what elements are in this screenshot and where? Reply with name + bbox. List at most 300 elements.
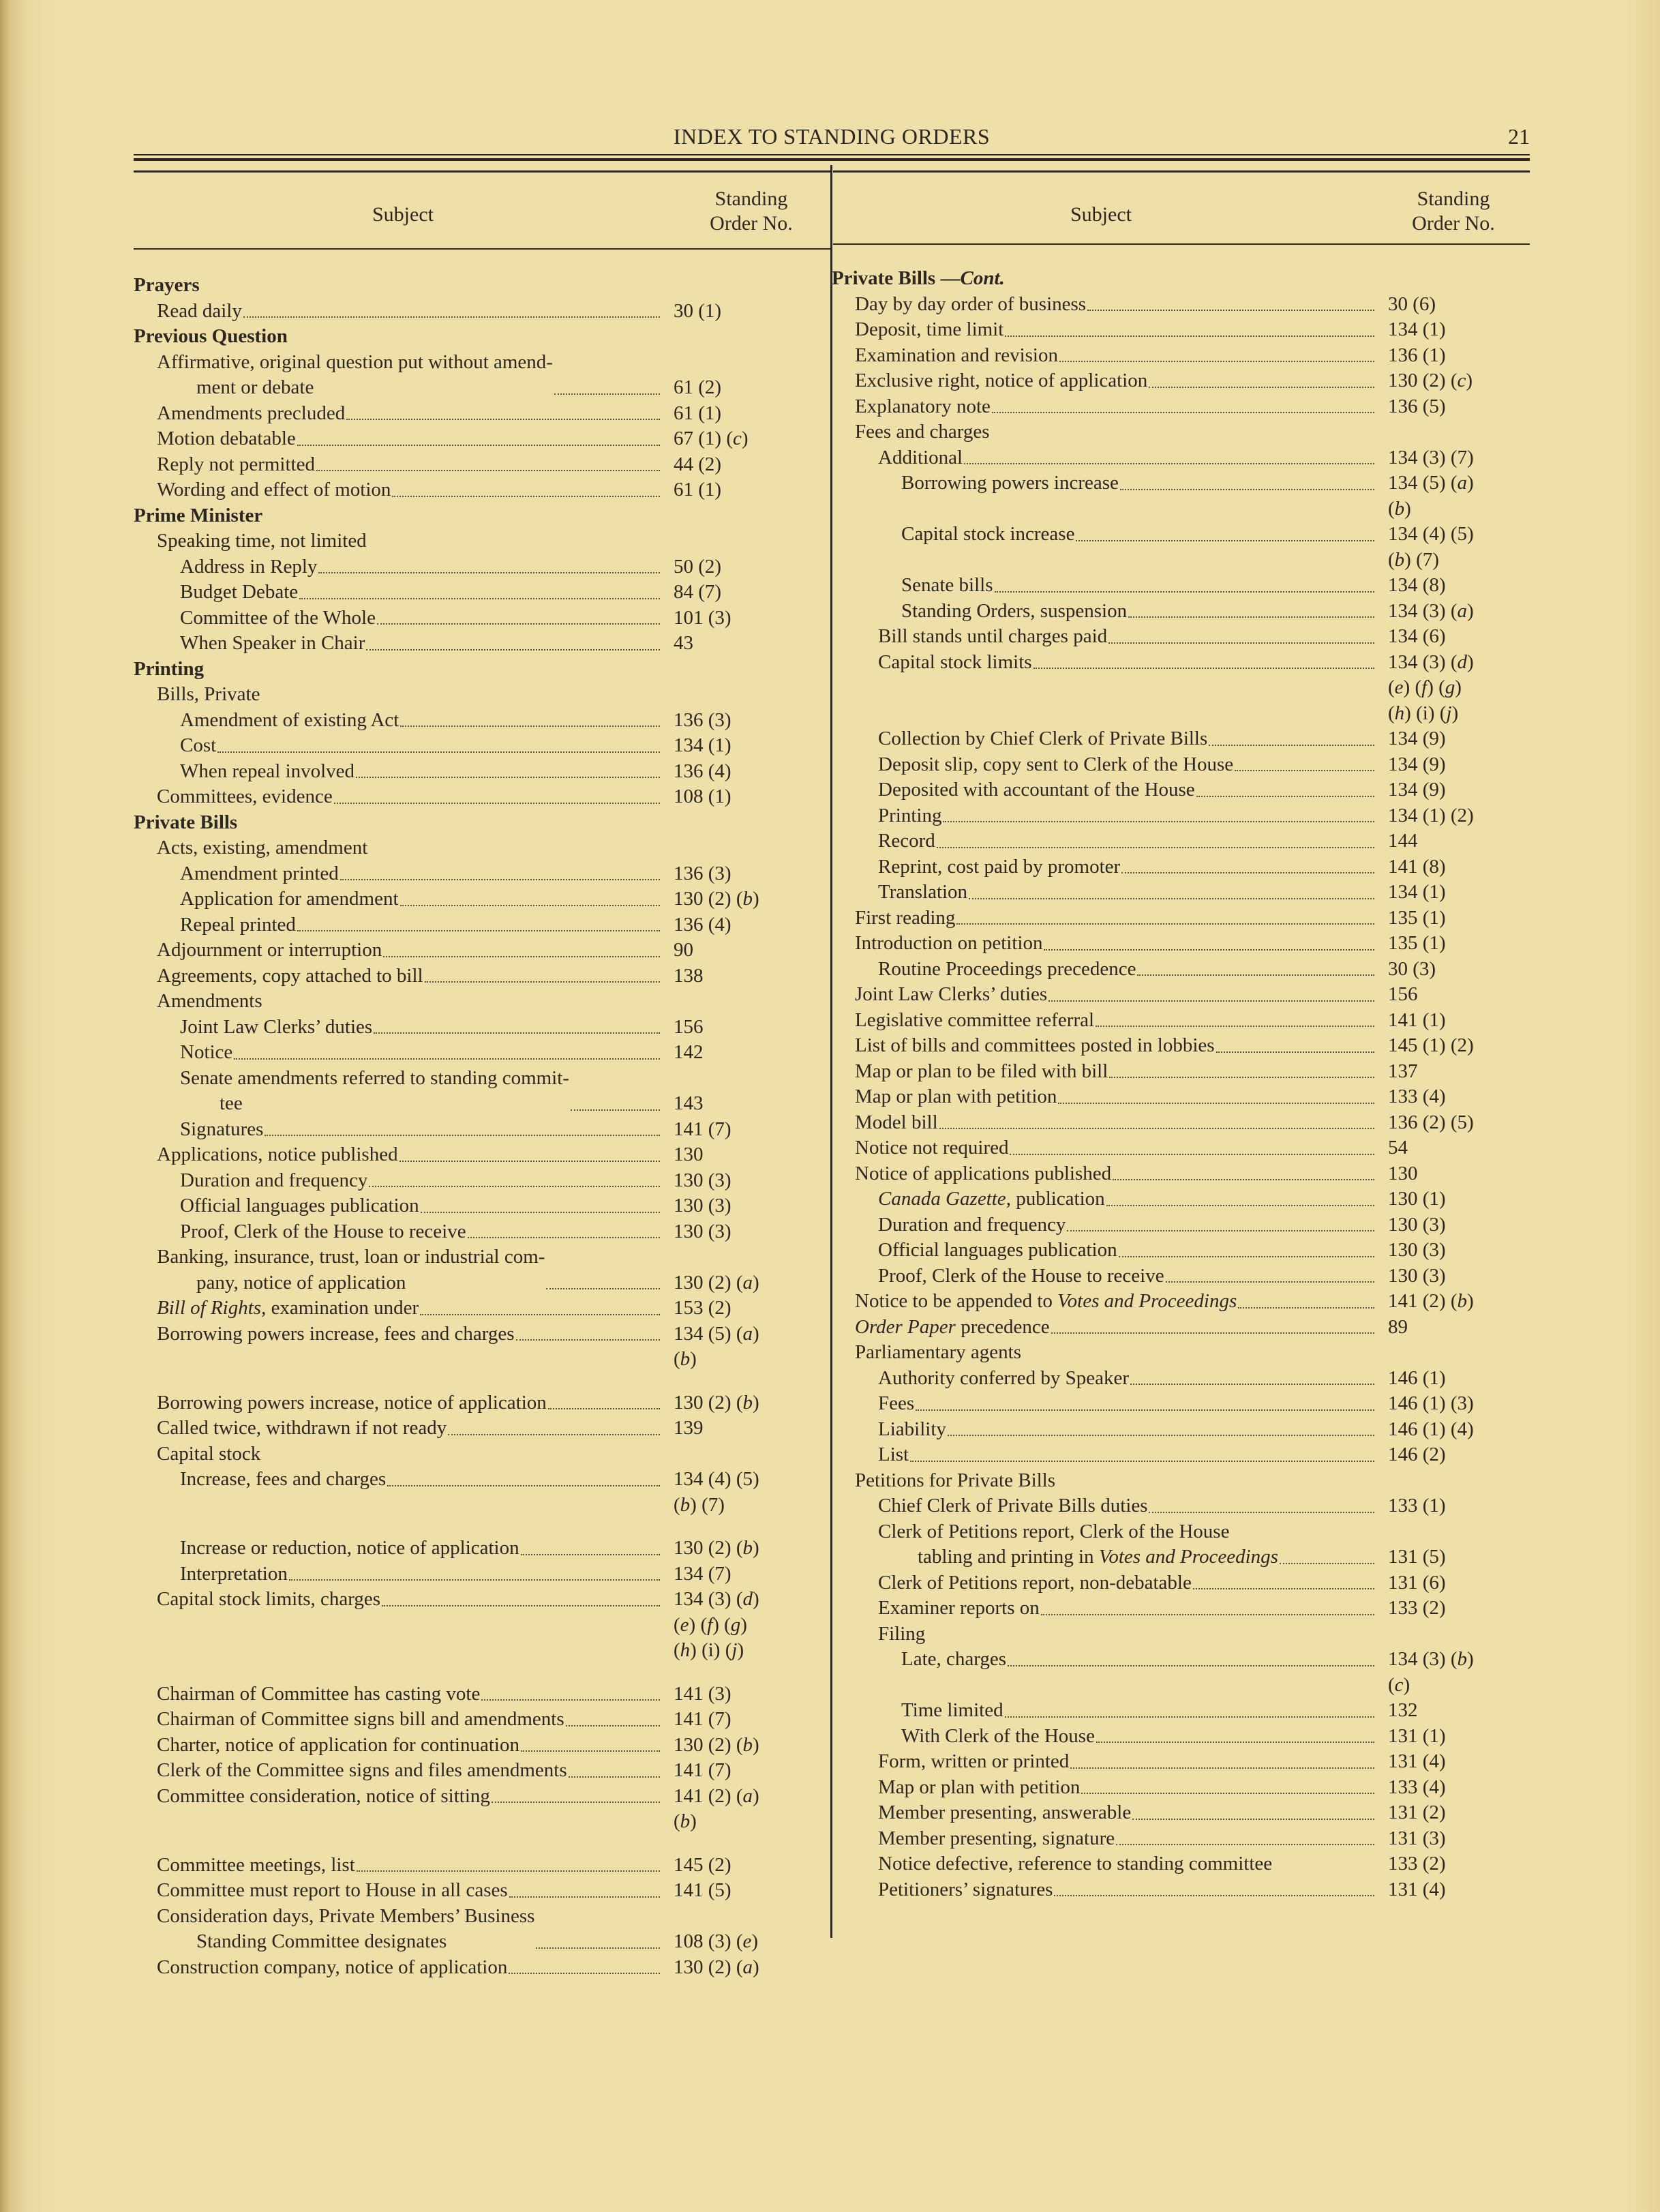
- entry-text: [180, 554, 317, 580]
- dot-leader: [916, 1409, 1374, 1411]
- standing-order-number: 131 (2): [1388, 1802, 1446, 1823]
- index-entry: [134, 733, 830, 759]
- entry-text-line: Committee meetings, list: [157, 1853, 355, 1876]
- entry-text-line: Senate amendments referred to standing commit-: [180, 1066, 569, 1089]
- entry-text-line: Joint Law Clerks’ duties: [855, 983, 1048, 1005]
- entry-subject: [134, 1244, 663, 1296]
- entry-spacer: [134, 1664, 830, 1682]
- entry-text: [901, 1647, 1006, 1673]
- entry-text-line: Prayers: [134, 274, 200, 296]
- entry-subject: [134, 1219, 663, 1245]
- standing-order-number: 141 (2) (a) (b): [674, 1784, 759, 1832]
- dot-leader: [377, 623, 660, 625]
- entry-text: [855, 1340, 1021, 1366]
- dot-leader: [1130, 1384, 1374, 1385]
- dot-leader: [536, 1947, 660, 1949]
- standing-order-number: 156: [1388, 983, 1418, 1005]
- entry-text: [157, 1707, 564, 1733]
- entry-text-line: Deposit slip, copy sent to Clerk of the House: [878, 753, 1234, 775]
- entry-text-line: Chairman of Committee signs bill and amendments: [157, 1708, 564, 1730]
- standing-order-number: 134 (1): [1388, 881, 1446, 903]
- entry-text: [901, 1698, 1003, 1724]
- dot-leader: [1096, 1742, 1374, 1743]
- entry-subject: [832, 1724, 1377, 1750]
- index-entry: [134, 1707, 830, 1733]
- standing-order-number: 134 (1): [1388, 318, 1446, 340]
- entry-text: [180, 1219, 466, 1245]
- standing-order-number: 136 (1): [1388, 344, 1446, 366]
- entry-subject: [832, 1135, 1377, 1161]
- dot-leader: [1116, 1844, 1374, 1845]
- standing-order-number: 146 (1): [1388, 1366, 1446, 1389]
- index-entry: [134, 477, 830, 503]
- standing-order-number: 141 (7): [674, 1759, 731, 1781]
- entry-text-line: Introduction on petition: [855, 932, 1043, 954]
- entry-text-line: Petitions for Private Bills: [855, 1469, 1056, 1491]
- entry-text: [855, 1135, 1008, 1161]
- dot-leader: [1238, 1307, 1374, 1309]
- dot-leader: [1137, 974, 1374, 976]
- dot-leader: [569, 1776, 660, 1778]
- entry-text: [855, 1161, 1111, 1187]
- index-entry: [832, 394, 1530, 420]
- column-header: [832, 164, 1530, 239]
- index-entries: [832, 266, 1530, 1902]
- entry-text-line: Capital stock increase: [901, 523, 1075, 545]
- index-entry: [832, 1519, 1530, 1570]
- index-entry: [832, 1698, 1530, 1724]
- dot-leader: [1166, 1281, 1374, 1283]
- standing-order-number: 145 (1) (2): [1388, 1034, 1474, 1056]
- dot-leader: [1087, 310, 1374, 311]
- index-entry: [134, 401, 830, 427]
- entry-subject: [832, 1084, 1377, 1110]
- index-entry: [832, 1238, 1530, 1264]
- dot-leader: [937, 847, 1374, 848]
- entry-text: [855, 1059, 1108, 1085]
- entry-text: [157, 784, 333, 810]
- entry-text-line: Amendments: [157, 990, 262, 1012]
- entry-text-line: Committee must report to House in all cases: [157, 1879, 508, 1901]
- index-entry: [832, 1315, 1530, 1341]
- index-entry: [832, 522, 1530, 573]
- entry-text: [878, 726, 1207, 752]
- dot-leader: [1108, 642, 1374, 644]
- entry-text-line: Capital stock limits: [878, 651, 1032, 673]
- entry-subject: [832, 1110, 1377, 1136]
- entry-text: [855, 394, 991, 420]
- entry-text-line: List: [878, 1444, 909, 1465]
- entry-text-continuation: tabling and printing in Votes and Proceedings: [918, 1546, 1278, 1568]
- entry-text-line: Repeal printed: [180, 913, 296, 936]
- dot-leader: [910, 1461, 1374, 1462]
- entry-subject: [832, 343, 1377, 369]
- dot-leader: [297, 930, 660, 931]
- index-entry: [134, 350, 830, 401]
- dot-leader: [399, 1161, 660, 1162]
- entry-subject: [832, 470, 1377, 496]
- entry-subject: [832, 803, 1377, 829]
- index-entry: [832, 445, 1530, 471]
- dot-leader: [571, 1109, 660, 1111]
- entry-text: [157, 1321, 515, 1347]
- standing-order-number: 141 (7): [674, 1118, 731, 1140]
- entry-text: [878, 957, 1136, 983]
- entry-subject: [134, 784, 663, 810]
- entry-text: [157, 938, 382, 963]
- standing-order-number: 134 (9): [1388, 728, 1446, 749]
- standing-order-number: 136 (4): [674, 760, 731, 782]
- standing-order-number: 130 (2) (b): [674, 1537, 759, 1559]
- entry-text-line: Notice: [180, 1041, 233, 1063]
- dot-leader: [1059, 361, 1374, 362]
- dot-leader: [374, 1032, 660, 1034]
- index-entry: [832, 1468, 1530, 1494]
- entry-subject: [134, 682, 663, 708]
- standing-order-number: 136 (3): [674, 708, 731, 731]
- standing-order-header-line1: Standing: [714, 188, 788, 210]
- entry-subject: [134, 1587, 663, 1613]
- entry-text: [878, 752, 1233, 778]
- entry-text: [901, 522, 1074, 548]
- dot-leader: [948, 1435, 1374, 1436]
- standing-order-number: 146 (2): [1388, 1444, 1446, 1465]
- index-entry: [832, 1775, 1530, 1801]
- entry-subject: [832, 931, 1377, 957]
- entry-text-line: Amendment of existing Act: [180, 708, 399, 731]
- entry-subject: [832, 317, 1377, 343]
- entry-text: [157, 528, 367, 554]
- entry-text-line: Joint Law Clerks’ duties: [180, 1015, 373, 1038]
- entry-subject: [134, 1561, 663, 1587]
- entry-text-line: With Clerk of the House: [901, 1724, 1095, 1747]
- entry-text-line: Chairman of Committee has casting vote: [157, 1682, 481, 1705]
- dot-leader: [1120, 489, 1374, 490]
- entry-text-line: Filing: [878, 1622, 926, 1645]
- entry-subject: [832, 650, 1377, 676]
- entry-text-line: Consideration days, Private Members’ Business: [157, 1904, 535, 1927]
- entry-subject: [832, 1851, 1377, 1877]
- index-entry: [832, 1647, 1530, 1698]
- dot-leader: [234, 1058, 660, 1060]
- dot-leader: [297, 445, 660, 446]
- entry-subject: [134, 503, 663, 529]
- index-entry: [134, 1296, 830, 1321]
- standing-order-number: 89: [1388, 1315, 1408, 1338]
- entry-text-line: Agreements, copy attached to bill: [157, 964, 423, 987]
- entry-text-line: Official languages publication: [878, 1239, 1117, 1261]
- entry-subject: [832, 573, 1377, 599]
- page-number: 21: [1508, 124, 1530, 149]
- entry-text-line: Petitioners’ signatures: [878, 1878, 1053, 1900]
- dot-leader: [1008, 1665, 1374, 1667]
- header-rule-thick: [134, 158, 1530, 161]
- standing-order-number: 134 (4) (5) (b) (7): [1388, 523, 1474, 571]
- entry-subject: [134, 299, 663, 325]
- entry-subject: [134, 1707, 663, 1733]
- subject-header: Subject: [1070, 203, 1132, 226]
- standing-order-number: 131 (3): [1388, 1827, 1446, 1849]
- entry-subject: [832, 1775, 1377, 1801]
- index-entry: [832, 931, 1530, 957]
- entry-subject: [134, 452, 663, 478]
- dot-leader: [956, 923, 1374, 925]
- dot-leader: [1235, 770, 1374, 771]
- dot-leader: [1280, 1563, 1374, 1564]
- index-heading: [134, 503, 830, 529]
- entry-subject: [134, 1390, 663, 1416]
- entry-text-line: Adjournment or interruption: [157, 939, 382, 961]
- index-entry: [832, 368, 1530, 394]
- dot-leader: [334, 803, 660, 804]
- entry-text-line: Examiner reports on: [878, 1597, 1040, 1619]
- entry-text-line: Charter, notice of application for continuation: [157, 1733, 519, 1756]
- entry-text: [878, 1264, 1164, 1289]
- entry-subject: [134, 528, 663, 554]
- column-header: [134, 164, 830, 239]
- entry-text: [901, 1724, 1095, 1750]
- entry-text-line: Order Paper precedence: [855, 1315, 1050, 1338]
- entry-text-line: Canada Gazette, publication: [878, 1188, 1105, 1210]
- entry-text: [878, 1493, 1147, 1519]
- index-entry: [832, 1340, 1530, 1366]
- standing-order-number: 136 (4): [674, 913, 731, 936]
- entry-text-line: Clerk of Petitions report, non-debatable: [878, 1571, 1192, 1594]
- entry-text: [180, 1117, 263, 1143]
- entry-subject: [134, 1441, 663, 1467]
- index-entry: [832, 1800, 1530, 1826]
- entry-text: [134, 273, 200, 299]
- standing-order-number: 143: [674, 1092, 704, 1114]
- entry-subject: [134, 835, 663, 861]
- entry-text: [878, 1238, 1117, 1264]
- entry-text-line: Printing: [878, 804, 942, 826]
- dot-leader: [1149, 1512, 1374, 1513]
- entry-text-line: Committee of the Whole: [180, 606, 376, 629]
- dot-leader: [1209, 745, 1374, 746]
- dot-leader: [421, 1212, 660, 1213]
- entry-text: [157, 452, 315, 478]
- dot-leader: [1033, 668, 1374, 669]
- dot-leader: [316, 470, 660, 471]
- entry-text: [855, 1084, 1057, 1110]
- entry-text: [878, 803, 941, 829]
- index-entry: [134, 1244, 830, 1296]
- entry-subject: [832, 419, 1377, 445]
- entry-subject: [832, 1749, 1377, 1775]
- entry-subject: [832, 292, 1377, 318]
- entry-subject: [832, 906, 1377, 931]
- entry-text-line: Translation: [878, 881, 968, 903]
- entry-text-line: Private Bills: [134, 811, 238, 833]
- entry-text: [855, 1110, 938, 1136]
- entry-text: [878, 1800, 1131, 1826]
- entry-text: [157, 1955, 507, 1981]
- standing-order-number: 132: [1388, 1699, 1418, 1721]
- entry-text-continuation: pany, notice of application: [196, 1271, 406, 1294]
- index-entry: [832, 573, 1530, 599]
- dot-leader: [468, 1237, 660, 1238]
- entry-subject: [134, 733, 663, 759]
- entry-text-line: Notice not required: [855, 1137, 1009, 1159]
- standing-order-number: 131 (1): [1388, 1724, 1446, 1747]
- dot-leader: [939, 1128, 1374, 1129]
- entry-text: [157, 989, 262, 1015]
- dot-leader: [566, 1725, 660, 1727]
- entry-subject: [832, 1264, 1377, 1289]
- index-heading: [134, 273, 830, 299]
- standing-order-number: 90: [674, 939, 693, 961]
- entry-text: [901, 599, 1127, 625]
- index-entry: [134, 861, 830, 887]
- entry-subject: [832, 1161, 1377, 1187]
- entry-subject: [134, 477, 663, 503]
- entry-text: [180, 912, 296, 938]
- dot-leader: [382, 1605, 660, 1606]
- standing-order-number: 136 (2) (5): [1388, 1111, 1474, 1133]
- entry-text: [180, 1193, 419, 1219]
- index-entry: [832, 752, 1530, 778]
- index-heading: [134, 657, 830, 683]
- entry-text: [878, 1186, 1105, 1212]
- standing-order-number: 130 (3): [674, 1169, 731, 1191]
- entry-text: [157, 426, 296, 452]
- page-title: INDEX TO STANDING ORDERS: [673, 124, 991, 149]
- entry-text-continuation: ment or debate: [196, 376, 314, 398]
- entry-text-continuation: tee: [220, 1092, 243, 1114]
- index-entry: [134, 886, 830, 912]
- index-entry: [832, 1724, 1530, 1750]
- dot-leader: [400, 726, 660, 727]
- entry-subject: [134, 886, 663, 912]
- index-entry: [832, 828, 1530, 854]
- standing-order-number: 146 (1) (4): [1388, 1418, 1474, 1440]
- entry-text: [855, 1315, 1050, 1341]
- entry-text: [878, 828, 935, 854]
- entry-text-line: Deposit, time limit: [855, 318, 1004, 340]
- subhead-rule-right: [833, 243, 1530, 245]
- entry-text: [180, 1066, 569, 1117]
- standing-order-number: 135 (1): [1388, 906, 1446, 929]
- index-entry: [832, 957, 1530, 983]
- entry-text-line: Map or plan to be filed with bill: [855, 1060, 1108, 1082]
- entry-subject: [832, 982, 1377, 1008]
- entry-text: [878, 1621, 925, 1647]
- entry-subject: [134, 1296, 663, 1321]
- standing-order-number: 134 (3) (d) (e) (f) (g) (h) (i) (j): [1388, 651, 1474, 724]
- entry-subject: [832, 1800, 1377, 1826]
- dot-leader: [318, 572, 660, 573]
- standing-order-number: 133 (2): [1388, 1597, 1446, 1619]
- entry-text-line: Member presenting, answerable: [878, 1802, 1132, 1823]
- entry-text: [180, 733, 216, 759]
- index-entry: [134, 1853, 830, 1879]
- index-entry: [134, 1040, 830, 1066]
- entry-text-line: Parliamentary agents: [855, 1341, 1021, 1363]
- standing-order-number: 131 (6): [1388, 1571, 1446, 1594]
- entry-text: [878, 1826, 1115, 1852]
- entry-text: [180, 759, 354, 785]
- entry-text-line: Address in Reply: [180, 555, 318, 578]
- standing-order-number: 134 (3) (7): [1388, 446, 1474, 468]
- dot-leader: [1119, 1256, 1374, 1257]
- entry-text-line: Record: [878, 830, 935, 852]
- index-entry: [832, 854, 1530, 880]
- dot-leader: [509, 1896, 660, 1898]
- dot-leader: [289, 1579, 660, 1581]
- entry-text: [157, 1441, 260, 1467]
- index-entry: [832, 470, 1530, 522]
- dot-leader: [943, 821, 1374, 822]
- standing-order-number: 133 (4): [1388, 1776, 1446, 1798]
- entry-text: [855, 1033, 1215, 1059]
- entry-subject: [832, 1519, 1377, 1570]
- entry-text: [157, 401, 345, 427]
- entry-text: [180, 708, 399, 734]
- entry-subject: [134, 708, 663, 734]
- standing-order-number: 108 (1): [674, 786, 731, 807]
- entry-subject: [832, 1391, 1377, 1417]
- entry-spacer: [134, 1835, 830, 1853]
- entry-subject: [832, 1033, 1377, 1059]
- entry-subject: [134, 350, 663, 401]
- index-entries: [134, 273, 830, 1980]
- entry-text-line: Examination and revision: [855, 344, 1058, 366]
- entry-text: [180, 606, 376, 631]
- entry-subject: [832, 752, 1377, 778]
- index-entry: [134, 1168, 830, 1194]
- entry-subject: [134, 1467, 663, 1493]
- dot-leader: [969, 898, 1374, 899]
- dot-leader: [420, 1314, 660, 1315]
- dot-leader: [1005, 1716, 1374, 1718]
- header-rule-thin: [134, 154, 1530, 155]
- entry-text: [878, 1519, 1278, 1570]
- standing-order-number: 130 (3): [1388, 1239, 1446, 1261]
- index-heading: [832, 266, 1530, 292]
- entry-text-line: Duration and frequency: [878, 1213, 1066, 1236]
- dot-leader: [1113, 1179, 1374, 1180]
- dot-leader: [340, 879, 660, 880]
- standing-order-number: 130 (3): [674, 1195, 731, 1216]
- index-entry: [134, 580, 830, 606]
- index-entry: [134, 1441, 830, 1467]
- entry-subject: [832, 828, 1377, 854]
- dot-leader: [383, 956, 660, 957]
- dot-leader: [1044, 949, 1374, 951]
- standing-order-number: 130 (3): [1388, 1264, 1446, 1287]
- standing-order-number: 130 (2) (b): [674, 888, 759, 910]
- entry-text-line: Clerk of the Committee signs and files amendments: [157, 1759, 567, 1781]
- index-heading: [134, 810, 830, 836]
- standing-order-number: 134 (5) (a) (b): [674, 1322, 759, 1370]
- entry-text: [134, 657, 204, 683]
- index-entry: [832, 1442, 1530, 1468]
- entry-subject: [832, 1008, 1377, 1034]
- standing-order-header-line1: Standing: [1417, 188, 1490, 210]
- entry-text-line: Wording and effect of motion: [157, 479, 391, 500]
- entry-subject: [832, 880, 1377, 906]
- entry-text: [901, 573, 993, 599]
- dot-leader: [369, 1186, 660, 1187]
- dot-leader: [516, 1339, 661, 1341]
- entry-text-line: Deposited with accountant of the House: [878, 779, 1195, 801]
- entry-text: [180, 1015, 372, 1041]
- entry-text-line: Notice defective, reference to standing committee: [878, 1853, 1273, 1874]
- entry-text: [855, 931, 1042, 957]
- dot-leader: [964, 463, 1374, 464]
- entry-text: [832, 266, 1005, 292]
